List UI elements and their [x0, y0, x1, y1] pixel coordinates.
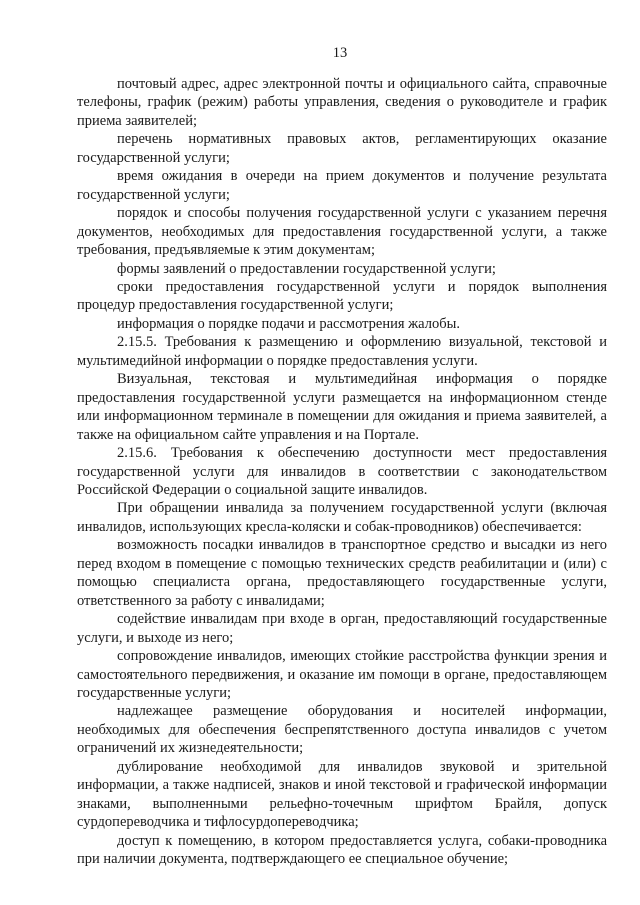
paragraph: доступ к помещению, в котором предоставляется услуга, собаки-проводника при наличии документа, подтверждающего ее специальное обучение; — [77, 832, 607, 868]
page-body — [77, 75, 607, 868]
paragraph: дублирование необходимой для инвалидов звуковой и зрительной информации, а также надписей, знаков и иной текстовой и графической информации знаками, выполненными рельефно-точечным шрифтом Брайля, допуск сурдопереводчика и тифлосурдопереводчика; — [77, 758, 607, 831]
paragraph: возможность посадки инвалидов в транспортное средство и высадки из него перед входом в помещение с помощью технических средств реабилитации и (или) с помощью специалиста органа, предоставляющего государственные услуги, ответственного за работу с инвалидами; — [77, 537, 607, 609]
paragraph: время ожидания в очереди на прием документов и получение результата государственной услуги; — [77, 168, 607, 203]
paragraph: При обращении инвалида за получением государственной услуги (включая инвалидов, использующих кресла-коляски и собак-проводников) обеспечивается: — [77, 500, 607, 535]
section-heading-2-15-6: 2.15.6. Требования к обеспечению доступности мест предоставления государственной услуги для инвалидов в соответствии с законодательством Российской Федерации о социальной защите инвалидов. — [77, 445, 607, 498]
paragraph: надлежащее размещение оборудования и носителей информации, необходимых для обеспечения беспрепятственного доступа инвалидов с учетом ограничений их жизнедеятельности; — [77, 703, 607, 757]
page-number: 13 — [332, 45, 348, 61]
paragraph: информация о порядке подачи и рассмотрения жалобы. — [117, 315, 460, 332]
paragraph: формы заявлений о предоставлении государственной услуги; — [117, 260, 496, 277]
section-heading-2-15-5: 2.15.5. Требования к размещению и оформлению визуальной, текстовой и мультимедийной информации о порядке предоставления услуги. — [77, 334, 607, 369]
paragraph: порядок и способы получения государственной услуги с указанием перечня документов, необходимых для предоставления государственной услуги, а также требования, предъявляемые к этим документам; — [77, 205, 607, 259]
paragraph: содействие инвалидам при входе в орган, предоставляющий государственные услуги, и выходе из него; — [77, 611, 607, 646]
paragraph: сопровождение инвалидов, имеющих стойкие расстройства функции зрения и самостоятельного передвижения, и оказание им помощи в органе, предоставляющем государственные услуги; — [77, 648, 607, 701]
paragraph: сроки предоставления государственной услуги и порядок выполнения процедур предоставления государственной услуги; — [77, 278, 607, 314]
paragraph: почтовый адрес, адрес электронной почты и официального сайта, справочные телефоны, график (режим) работы управления, сведения о руководителе и график приема заявителей; — [77, 76, 607, 129]
paragraph: Визуальная, текстовая и мультимедийная информация о порядке предоставления государственной услуги размещается на информационном стенде или информационном терминале в помещении для ожидания и приема заявителей, а также на официальном сайте управления и на Портале. — [77, 371, 607, 443]
paragraph: перечень нормативных правовых актов, регламентирующих оказание государственной услуги; — [77, 131, 607, 166]
